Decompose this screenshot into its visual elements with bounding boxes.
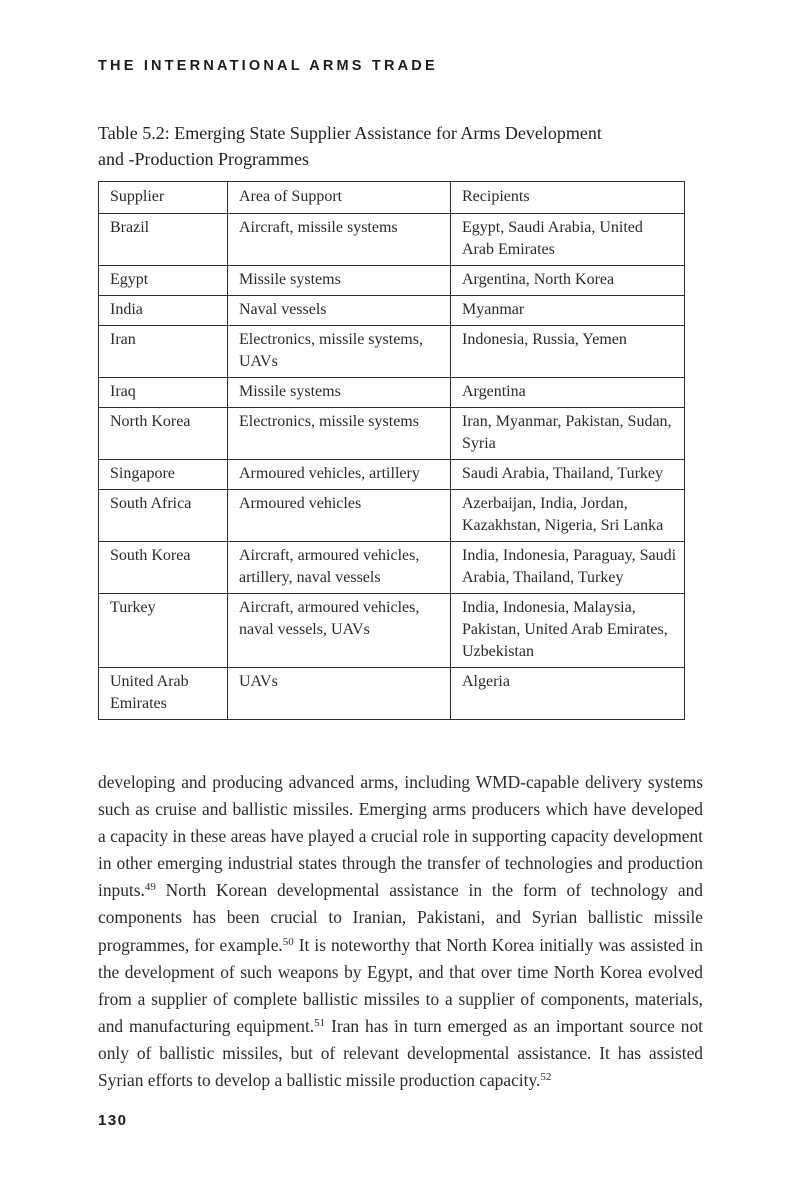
table-cell-area: Aircraft, missile systems (228, 214, 451, 266)
table-row (99, 490, 685, 542)
table-cell-area: Aircraft, armoured vehicles, artillery, naval vessels (228, 542, 451, 594)
table-cell-recipients: Egypt, Saudi Arabia, United Arab Emirates (451, 214, 685, 266)
table-row (99, 594, 685, 668)
table-title-line-1: Table 5.2: Emerging State Supplier Assistance for Arms Development (98, 123, 602, 143)
table-cell-supplier: United Arab Emirates (99, 668, 228, 720)
footnote-ref: 50 (282, 935, 294, 948)
footnote-ref: 51 (314, 1016, 326, 1029)
column-header: Supplier (99, 182, 228, 214)
table-cell-recipients: India, Indonesia, Paraguay, Saudi Arabia, Thailand, Turkey (451, 542, 685, 594)
page-number: 130 (98, 1112, 128, 1129)
running-head: THE INTERNATIONAL ARMS TRADE (98, 58, 438, 74)
table-row (99, 460, 685, 490)
table-cell-supplier: Singapore (99, 460, 228, 490)
table-row (99, 378, 685, 408)
table-cell-recipients: India, Indonesia, Malaysia, Pakistan, United Arab Emirates, Uzbekistan (451, 594, 685, 668)
table-title (98, 120, 703, 172)
table-row (99, 408, 685, 460)
table-cell-area: Armoured vehicles, artillery (228, 460, 451, 490)
table-cell-supplier: South Korea (99, 542, 228, 594)
table-cell-recipients: Algeria (451, 668, 685, 720)
column-header: Area of Support (228, 182, 451, 214)
table-cell-area: UAVs (228, 668, 451, 720)
supplier-assistance-table (98, 181, 685, 720)
table-cell-recipients: Indonesia, Russia, Yemen (451, 326, 685, 378)
table-cell-supplier: Iraq (99, 378, 228, 408)
table-body (99, 214, 685, 720)
table-header (99, 182, 685, 214)
body-paragraph: developing and producing advanced arms, including WMD-capable delivery systems such as cruise and ballistic missiles. Emerging arms producers which have developed a capacity in these areas have played a crucial role in supporting capacity development in other emerging industrial states through the transfer of technologies and production inputs.$^{49}$ North Korean developmental assistance in the form of technology and components has been crucial to Iranian, Pakistani, and Syrian ballistic missile programmes, for example.$^{50}$ It is noteworthy that North Korea initially was assisted in the development of such weapons by Egypt, and that over time North Korea evolved from a supplier of complete ballistic missiles to a supplier of components, materials, and manufacturing equipment.$^{51}$ Iran has in turn emerged as an important source not only of ballistic missiles, but of relevant developmental assistance. It has assisted Syrian efforts to develop a ballistic missile production capacity.$^{52}$ (98, 772, 704, 1091)
table-cell-area: Armoured vehicles (228, 490, 451, 542)
table-row (99, 542, 685, 594)
table-cell-area: Electronics, missile systems, UAVs (228, 326, 451, 378)
table-cell-area: Aircraft, armoured vehicles, naval vessels, UAVs (228, 594, 451, 668)
table-cell-area: Electronics, missile systems (228, 408, 451, 460)
footnote-ref: 49 (144, 881, 156, 894)
table-cell-supplier: North Korea (99, 408, 228, 460)
table-row (99, 668, 685, 720)
table-cell-supplier: India (99, 296, 228, 326)
table-row (99, 296, 685, 326)
table-row (99, 326, 685, 378)
table-cell-area: Missile systems (228, 266, 451, 296)
table-cell-recipients: Myanmar (451, 296, 685, 326)
table-cell-supplier: South Africa (99, 490, 228, 542)
table-cell-recipients: Azerbaijan, India, Jordan, Kazakhstan, Nigeria, Sri Lanka (451, 490, 685, 542)
table-cell-area: Naval vessels (228, 296, 451, 326)
table-cell-recipients: Argentina, North Korea (451, 266, 685, 296)
column-header: Recipients (451, 182, 685, 214)
table-header-row (99, 182, 685, 214)
table-row (99, 214, 685, 266)
table-title-line-2: and -Production Programmes (98, 149, 309, 169)
footnote-ref: 52 (540, 1071, 552, 1084)
table-cell-recipients: Iran, Myanmar, Pakistan, Sudan, Syria (451, 408, 685, 460)
table-cell-recipients: Argentina (451, 378, 685, 408)
table-cell-area: Missile systems (228, 378, 451, 408)
table-cell-supplier: Egypt (99, 266, 228, 296)
table-cell-supplier: Turkey (99, 594, 228, 668)
table-cell-supplier: Brazil (99, 214, 228, 266)
table-cell-supplier: Iran (99, 326, 228, 378)
table-row (99, 266, 685, 296)
table-cell-recipients: Saudi Arabia, Thailand, Turkey (451, 460, 685, 490)
